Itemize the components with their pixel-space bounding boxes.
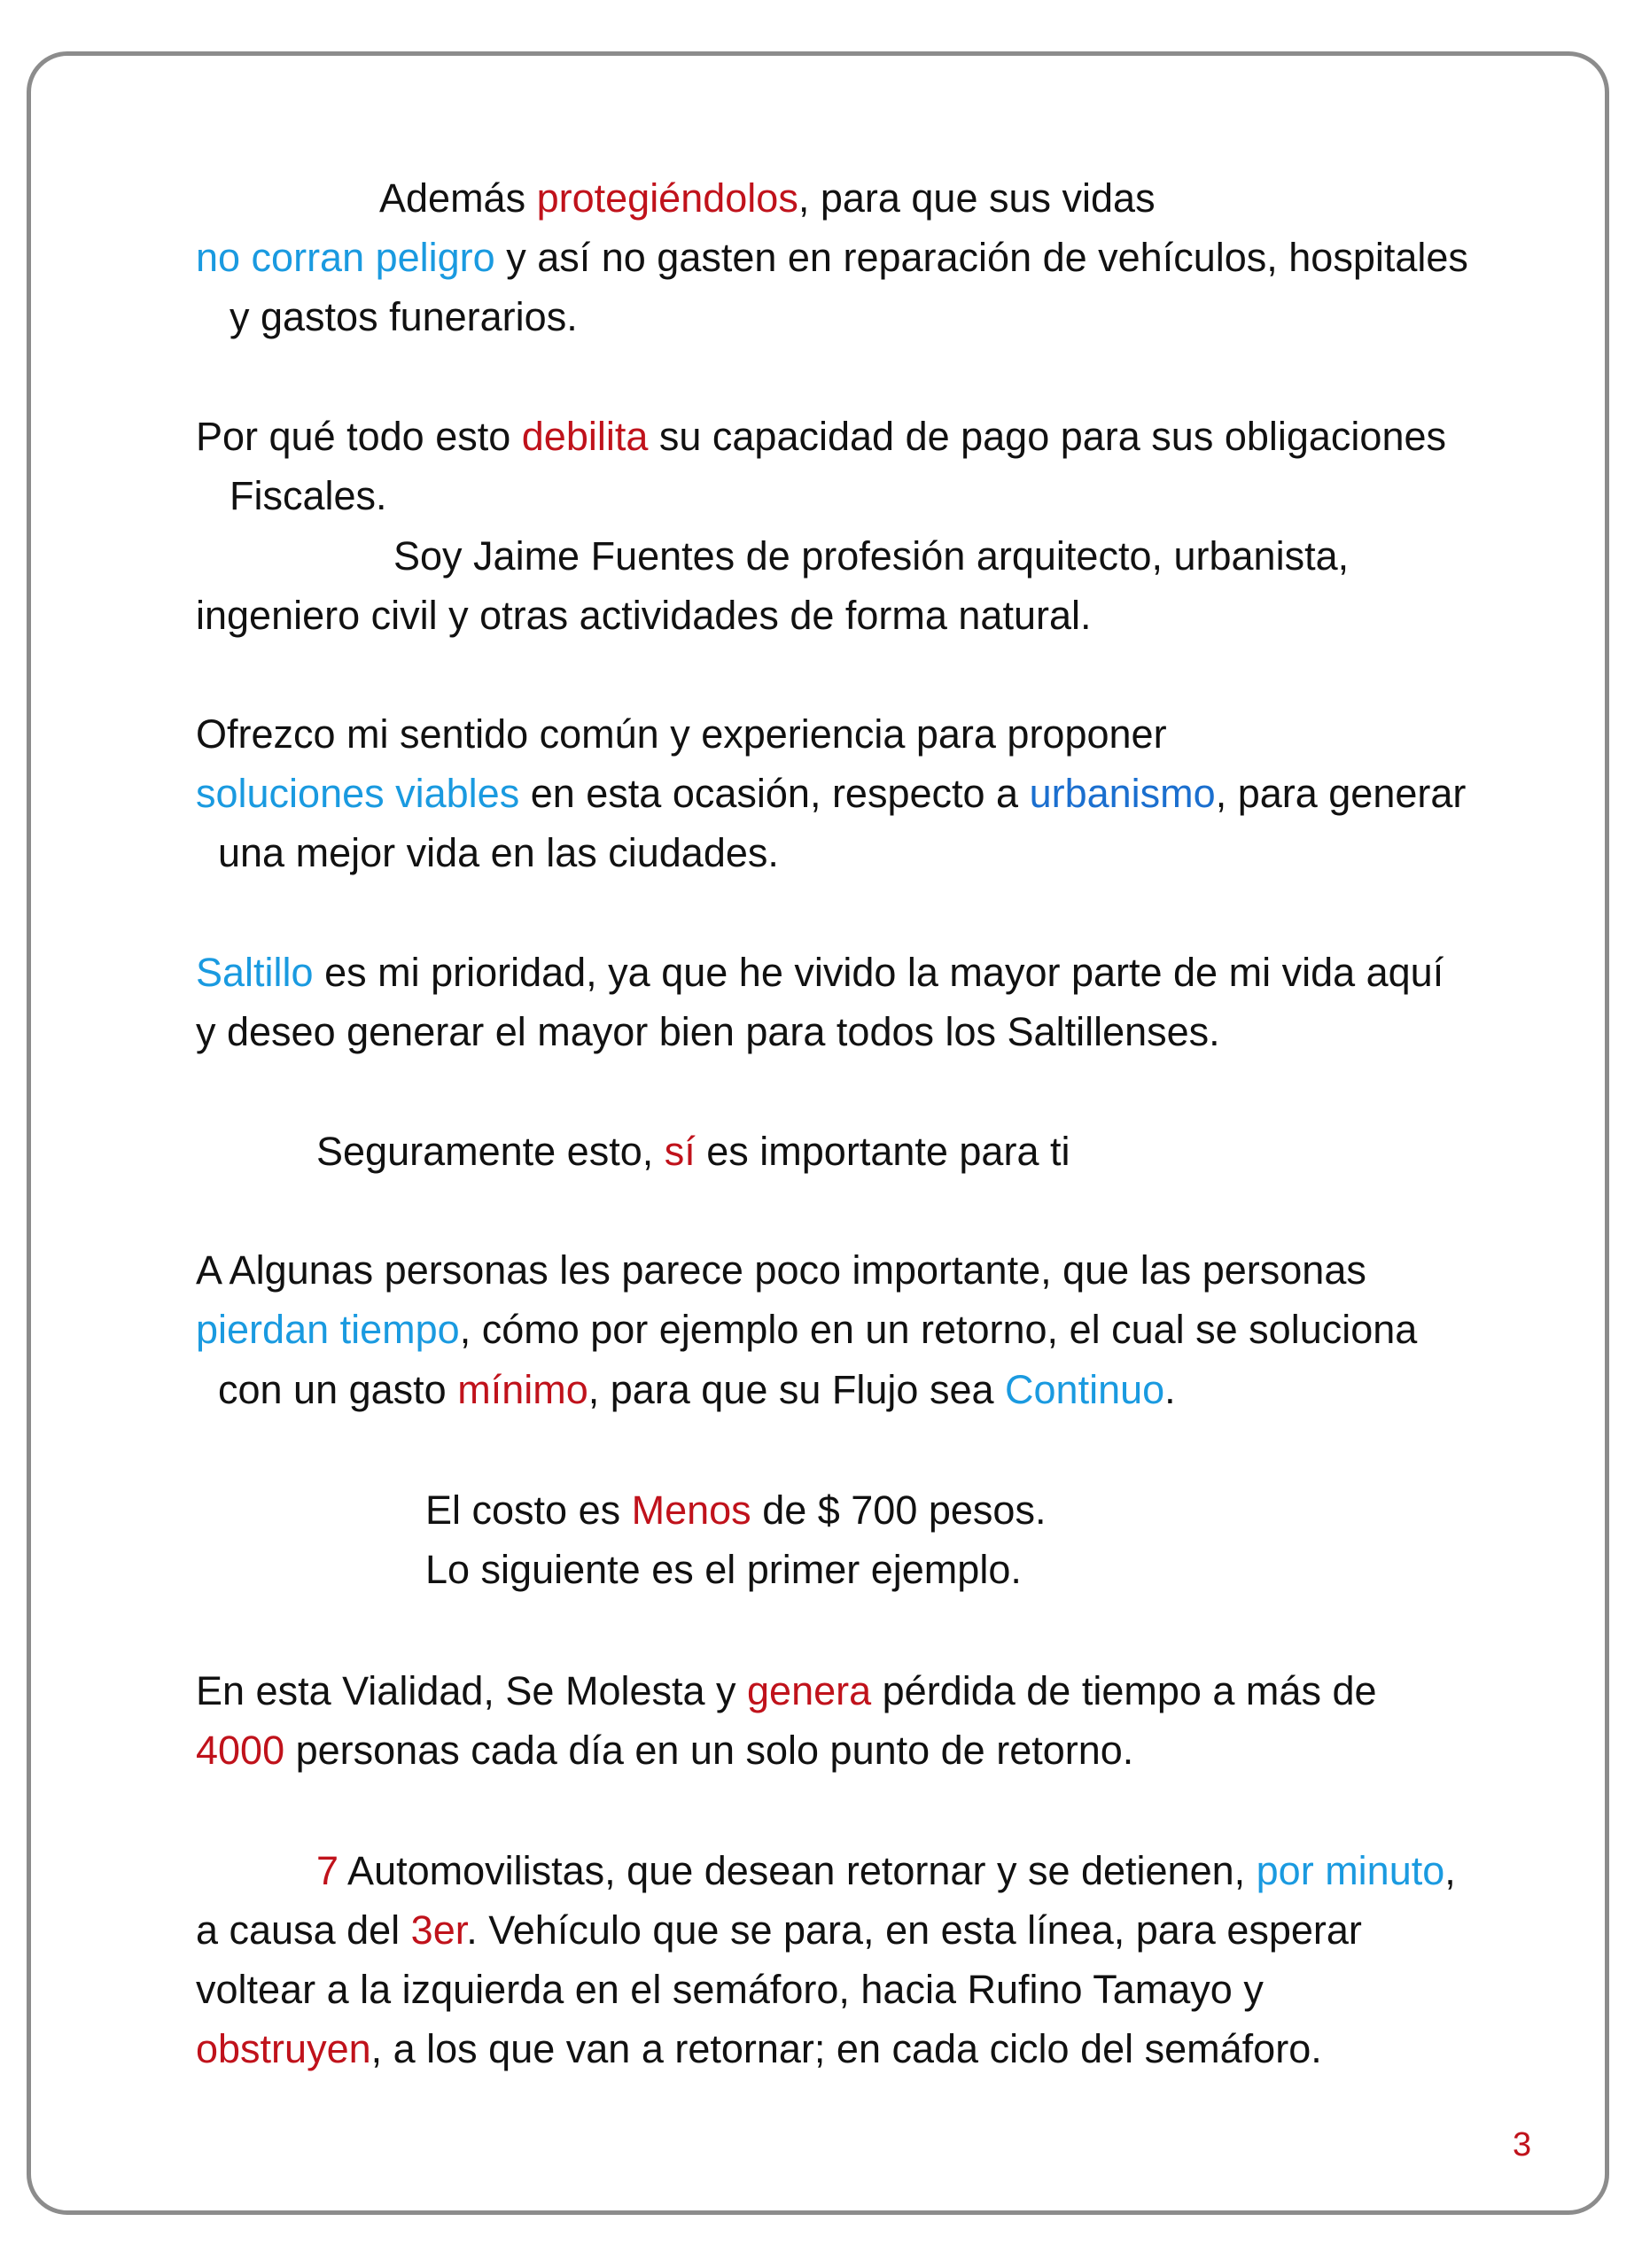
text-line: y deseo generar el mayor bien para todos los Saltillenses. — [196, 1009, 1220, 1054]
text-line: con un gasto mínimo, para que su Flujo sea Continuo. — [218, 1367, 1176, 1412]
text-line: Fiscales. — [230, 473, 387, 518]
text-line: 4000 personas cada día en un solo punto de retorno. — [196, 1728, 1134, 1773]
text-line: ingeniero civil y otras actividades de forma natural. — [196, 593, 1092, 638]
text-line: a causa del 3er. Vehículo que se para, en esta línea, para esperar — [196, 1907, 1362, 1953]
text-line: 7 Automovilistas, que desean retornar y se detienen, por minuto, — [316, 1848, 1456, 1893]
text-line: y gastos funerarios. — [230, 294, 578, 339]
text-line: Por qué todo esto debilita su capacidad de pago para sus obligaciones — [196, 414, 1447, 459]
text-line: pierdan tiempo, cómo por ejemplo en un retorno, el cual se soluciona — [196, 1307, 1418, 1352]
text-line: A Algunas personas les parece poco importante, que las personas — [196, 1247, 1366, 1293]
text-line: una mejor vida en las ciudades. — [218, 830, 779, 875]
text-line: El costo es Menos de $ 700 pesos. — [425, 1487, 1047, 1533]
text-line: no corran peligro y así no gasten en reparación de vehículos, hospitales — [196, 235, 1468, 280]
text-line: Saltillo es mi prioridad, ya que he vivido la mayor parte de mi vida aquí — [196, 950, 1444, 995]
page-number: 3 — [1513, 2126, 1532, 2163]
text-line: En esta Vialidad, Se Molesta y genera pérdida de tiempo a más de — [196, 1668, 1377, 1713]
text-line: soluciones viables en esta ocasión, respecto a urbanismo, para generar — [196, 771, 1467, 816]
text-line: Lo siguiente es el primer ejemplo. — [425, 1547, 1022, 1592]
text-line: Además protegiéndolos, para que sus vidas — [379, 175, 1156, 221]
text-line: obstruyen, a los que van a retornar; en cada ciclo del semáforo. — [196, 2026, 1322, 2071]
text-line: Seguramente esto, sí es importante para ti — [316, 1129, 1070, 1174]
text-line: Ofrezco mi sentido común y experiencia para proponer — [196, 711, 1167, 757]
text-line: Soy Jaime Fuentes de profesión arquitecto, urbanista, — [393, 533, 1350, 579]
text-line: voltear a la izquierda en el semáforo, hacia Rufino Tamayo y — [196, 1967, 1264, 2012]
